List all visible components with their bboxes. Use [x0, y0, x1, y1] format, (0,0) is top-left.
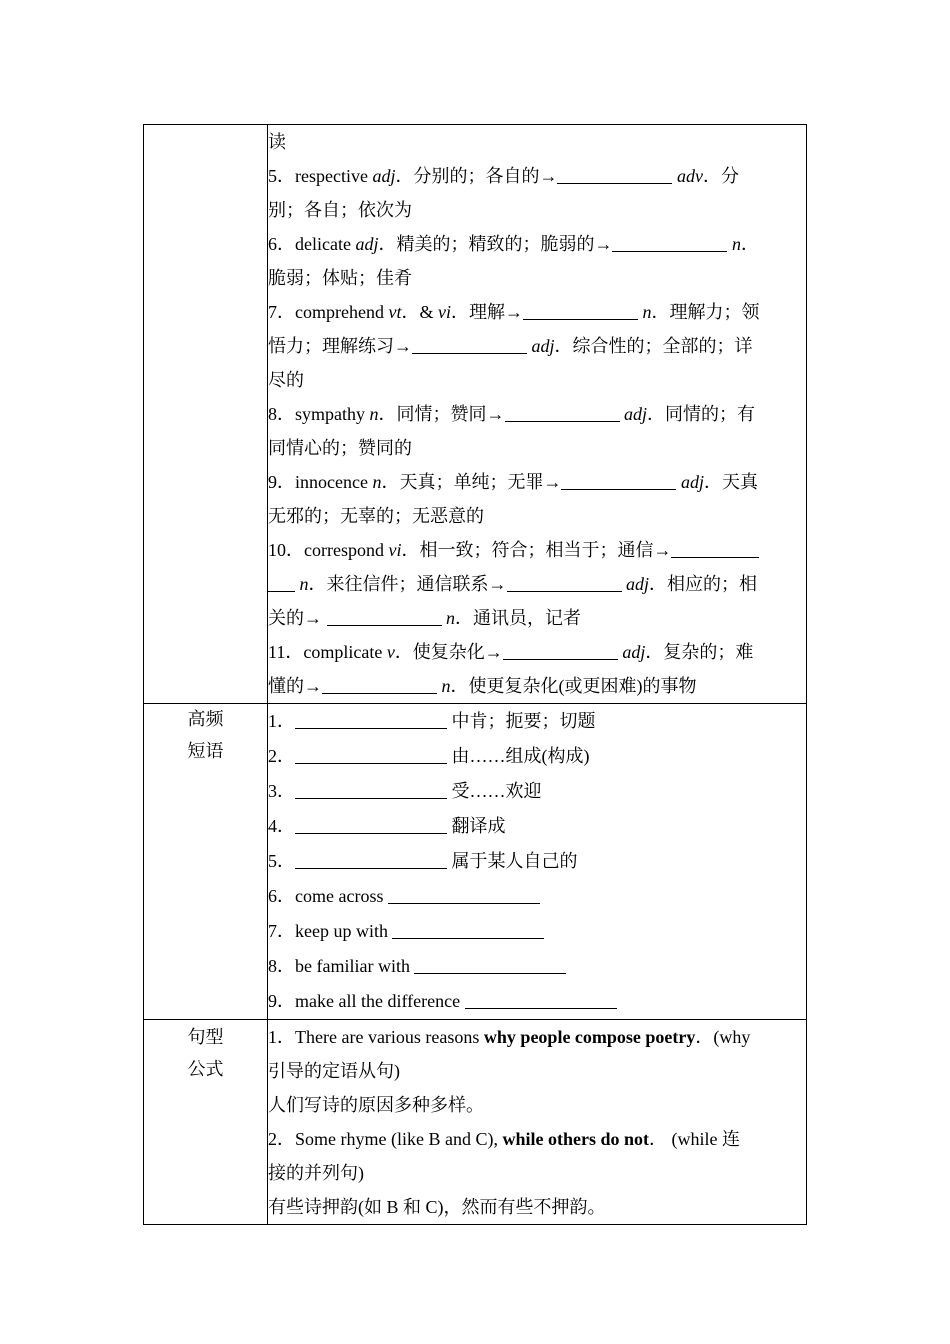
vocabulary-row	[144, 125, 807, 704]
phrase-item-2: 2． 由……组成(构成)	[268, 746, 590, 766]
vocab-item-6-wrap: 脆弱；体贴；佳肴	[268, 268, 412, 288]
vocab-item-7-wrap: 悟力；理解练习→ adj．综合性的；全部的；详	[268, 336, 753, 356]
answer-blank[interactable]	[505, 403, 620, 422]
answer-blank[interactable]	[414, 955, 566, 974]
sentences-content	[268, 1020, 807, 1225]
answer-blank[interactable]	[392, 920, 544, 939]
phrase-item-3: 3． 受……欢迎	[268, 781, 542, 801]
answer-blank[interactable]	[295, 815, 447, 834]
answer-blank[interactable]	[268, 573, 295, 592]
phrases-label-cell	[144, 704, 268, 1020]
vocab-item-9-wrap: 无邪的；无辜的；无恶意的	[268, 506, 484, 526]
study-table	[143, 124, 807, 1225]
vocabulary-label-cell	[144, 125, 268, 704]
phrase-item-6: 6．come across	[268, 879, 806, 914]
continuation-line: 读	[268, 132, 286, 152]
vocab-item-8-wrap: 同情心的；赞同的	[268, 438, 412, 458]
vocab-item-7-wrap2: 尽的	[268, 370, 304, 390]
phrase-item-5: 5． 属于某人自己的	[268, 851, 578, 871]
vocab-item-8: 8．sympathy n．同情；赞同→ adj．同情的；有	[268, 404, 756, 424]
vocab-item-10-wrap2: 关的→ n．通讯员，记者	[268, 608, 581, 628]
sentences-label-cell	[144, 1020, 268, 1225]
vocab-item-10-wrap: n．来往信件；通信联系→ adj．相应的；相	[268, 567, 806, 601]
vocab-item-10: 10．correspond vi．相一致；符合；相当于；通信→	[268, 533, 806, 567]
phrases-label: 高频 短语	[187, 709, 224, 762]
vocab-item-5: 5．respective adj．分别的；各自的→ adv．分	[268, 166, 739, 186]
answer-blank[interactable]	[612, 233, 727, 252]
answer-blank[interactable]	[388, 885, 540, 904]
sentence-2: 2．Some rhyme (like B and C), while others do not． (while 连	[268, 1129, 740, 1149]
sentence-1: 1．There are various reasons why people compose poetry．(why	[268, 1027, 751, 1047]
phrase-item-9: 9．make all the difference	[268, 984, 806, 1019]
sentence-1-translation: 人们写诗的原因多种多样。	[268, 1095, 484, 1115]
answer-blank[interactable]	[503, 641, 618, 660]
phrases-content	[268, 704, 807, 1020]
answer-blank[interactable]	[507, 573, 622, 592]
vocabulary-content	[268, 125, 807, 704]
answer-blank[interactable]	[295, 850, 447, 869]
phrase-item-4: 4． 翻译成	[268, 816, 506, 836]
answer-blank[interactable]	[295, 745, 447, 764]
answer-blank[interactable]	[523, 301, 638, 320]
answer-blank[interactable]	[322, 675, 437, 694]
sentence-1-wrap: 引导的定语从句)	[268, 1061, 400, 1081]
vocab-item-11-wrap: 懂的→ n．使更复杂化(或更困难)的事物	[268, 676, 697, 696]
phrase-item-1: 1． 中肯；扼要；切题	[268, 711, 596, 731]
phrase-item-8: 8．be familiar with	[268, 949, 806, 984]
sentences-label: 句型 公式	[187, 1027, 224, 1080]
vocab-item-11: 11．complicate v．使复杂化→ adj．复杂的；难	[268, 642, 754, 662]
phrase-item-7: 7．keep up with	[268, 914, 806, 949]
vocab-item-7: 7．comprehend vt．& vi．理解→ n．理解力；领	[268, 302, 760, 322]
vocab-item-6: 6．delicate adj．精美的；精致的；脆弱的→ n．	[268, 234, 759, 254]
sentences-row	[144, 1020, 807, 1225]
sentence-2-translation: 有些诗押韵(如 B 和 C)，然而有些不押韵。	[268, 1197, 606, 1217]
answer-blank[interactable]	[295, 780, 447, 799]
phrases-row	[144, 704, 807, 1020]
answer-blank[interactable]	[295, 710, 447, 729]
vocab-item-9: 9．innocence n．天真；单纯；无罪→ adj．天真	[268, 472, 758, 492]
sentence-2-wrap: 接的并列句)	[268, 1163, 364, 1183]
answer-blank[interactable]	[465, 990, 617, 1009]
answer-blank[interactable]	[557, 165, 672, 184]
answer-blank[interactable]	[412, 335, 527, 354]
vocab-item-5-wrap: 别；各自；依次为	[268, 200, 412, 220]
answer-blank[interactable]	[671, 539, 759, 558]
answer-blank[interactable]	[561, 471, 676, 490]
answer-blank[interactable]	[327, 607, 442, 626]
